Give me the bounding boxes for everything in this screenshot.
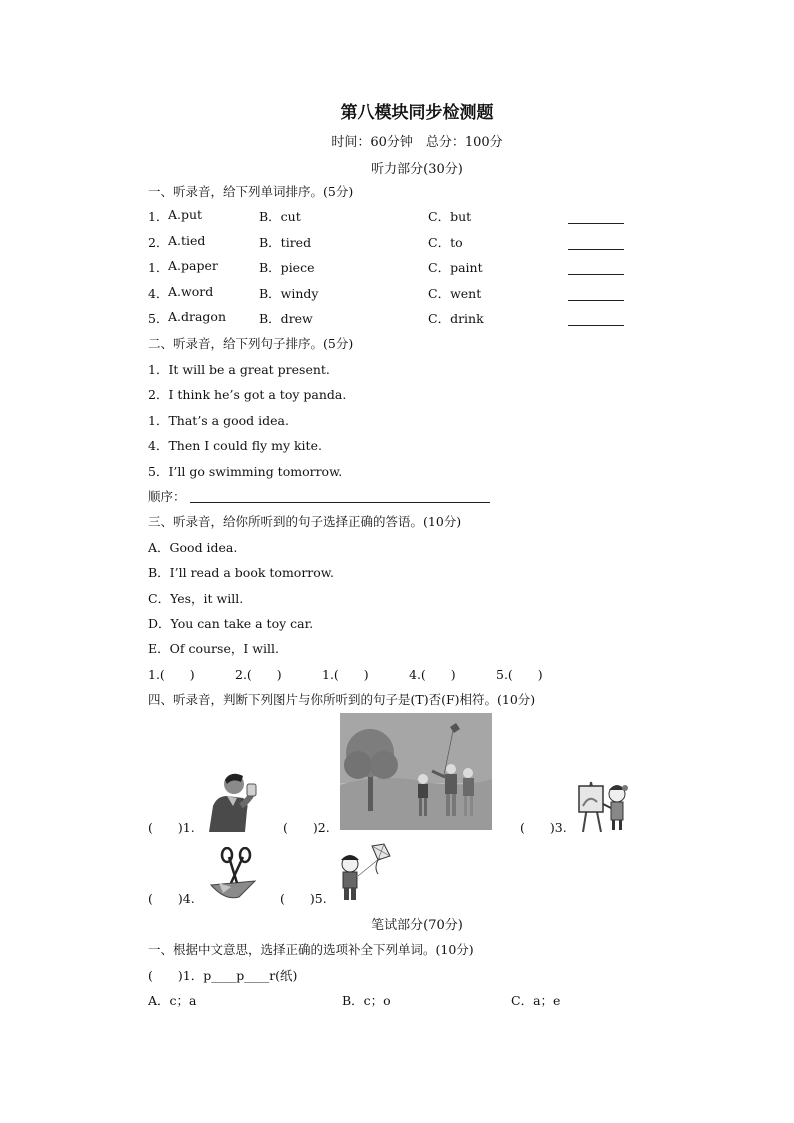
time-score-line: 时间：60分钟 总分：100分 (331, 135, 503, 150)
q4-label-1[interactable]: ( )1. (148, 820, 195, 835)
q1-answer-blank[interactable] (568, 235, 624, 250)
q3-option: E．Of course，I will. (148, 641, 279, 656)
q1-row-number: 1． (148, 209, 169, 224)
q3-option: C．Yes，it will. (148, 591, 244, 606)
q3-heading: 三、听录音，给你所听到的句子选择正确的答语。(10分) (148, 514, 462, 529)
q1-option-c: C．to (428, 235, 463, 250)
q4-label-4[interactable]: ( )4. (148, 891, 195, 906)
q1-option-a: A.put (168, 207, 203, 222)
q2-item: 5．I’ll go swimming tomorrow. (148, 464, 343, 479)
q3-answer-1[interactable]: 1.( ) (148, 667, 195, 682)
q1-option-b: B．tired (259, 235, 312, 250)
q3-option: A．Good idea. (148, 540, 238, 555)
written-section-heading: 一、根据中文意思，选择正确的选项补全下列单词。(10分) (148, 942, 474, 957)
q2-order-blank[interactable] (190, 488, 490, 503)
q2-item: 2．I think he’s got a toy panda. (148, 387, 347, 402)
q1-row-number: 2． (148, 235, 169, 250)
q2-item: 4．Then I could fly my kite. (148, 438, 322, 453)
q1-option-c: C．paint (428, 260, 483, 275)
written-option-a[interactable]: A．c；a (148, 993, 197, 1008)
listening-part-heading: 听力部分(30分) (371, 162, 463, 177)
q1-option-c: C．but (428, 209, 472, 224)
q3-answer-5[interactable]: 5.( ) (496, 667, 543, 682)
q1-row-number: 1． (148, 260, 169, 275)
scissors-paper-image (205, 847, 261, 903)
q4-heading: 四、听录音，判断下列图片与你所听到的句子是(T)否(F)相符。(10分) (148, 692, 536, 707)
q1-heading: 一、听录音，给下列单词排序。(5分) (148, 184, 354, 199)
q3-option: D．You can take a toy car. (148, 616, 314, 631)
family-flying-kite-image (340, 713, 492, 830)
q1-answer-blank[interactable] (568, 311, 624, 326)
q1-option-a: A.dragon (168, 309, 227, 324)
q4-label-2[interactable]: ( )2. (283, 820, 330, 835)
q1-option-b: B．piece (259, 260, 315, 275)
q1-option-b: B．cut (259, 209, 301, 224)
q1-option-b: B．drew (259, 311, 313, 326)
written-part-heading: 笔试部分(70分) (371, 918, 463, 933)
q1-option-a: A.paper (168, 258, 218, 273)
q3-option: B．I’ll read a book tomorrow. (148, 565, 334, 580)
q1-option-a: A.tied (168, 233, 206, 248)
written-question-1[interactable]: ( )1．p____p____r(纸) (148, 968, 298, 983)
q1-option-a: A.word (168, 284, 214, 299)
q1-answer-blank[interactable] (568, 260, 624, 275)
q4-label-3[interactable]: ( )3. (520, 820, 567, 835)
q1-answer-blank[interactable] (568, 209, 624, 224)
q2-order-label: 顺序： (148, 489, 186, 504)
q2-item: 1．That’s a good idea. (148, 413, 289, 428)
q1-row-number: 4． (148, 286, 169, 301)
q3-answer-2[interactable]: 2.( ) (235, 667, 282, 682)
q1-row-number: 5． (148, 311, 169, 326)
q3-answer-4[interactable]: 4.( ) (409, 667, 456, 682)
q1-option-b: B．windy (259, 286, 319, 301)
boy-with-kite-image (334, 842, 396, 902)
q2-item: 1．It will be a great present. (148, 362, 330, 377)
girl-painting-image (577, 778, 631, 832)
written-option-b[interactable]: B．c；o (342, 993, 391, 1008)
q1-option-c: C．went (428, 286, 482, 301)
q1-option-c: C．drink (428, 311, 484, 326)
q1-answer-blank[interactable] (568, 286, 624, 301)
written-option-c[interactable]: C．a；e (511, 993, 561, 1008)
page-title: 第八模块同步检测题 (340, 103, 494, 123)
q3-answer-3[interactable]: 1.( ) (322, 667, 369, 682)
q4-label-5[interactable]: ( )5. (280, 891, 327, 906)
q2-heading: 二、听录音，给下列句子排序。(5分) (148, 336, 354, 351)
man-drinking-image (203, 770, 269, 832)
